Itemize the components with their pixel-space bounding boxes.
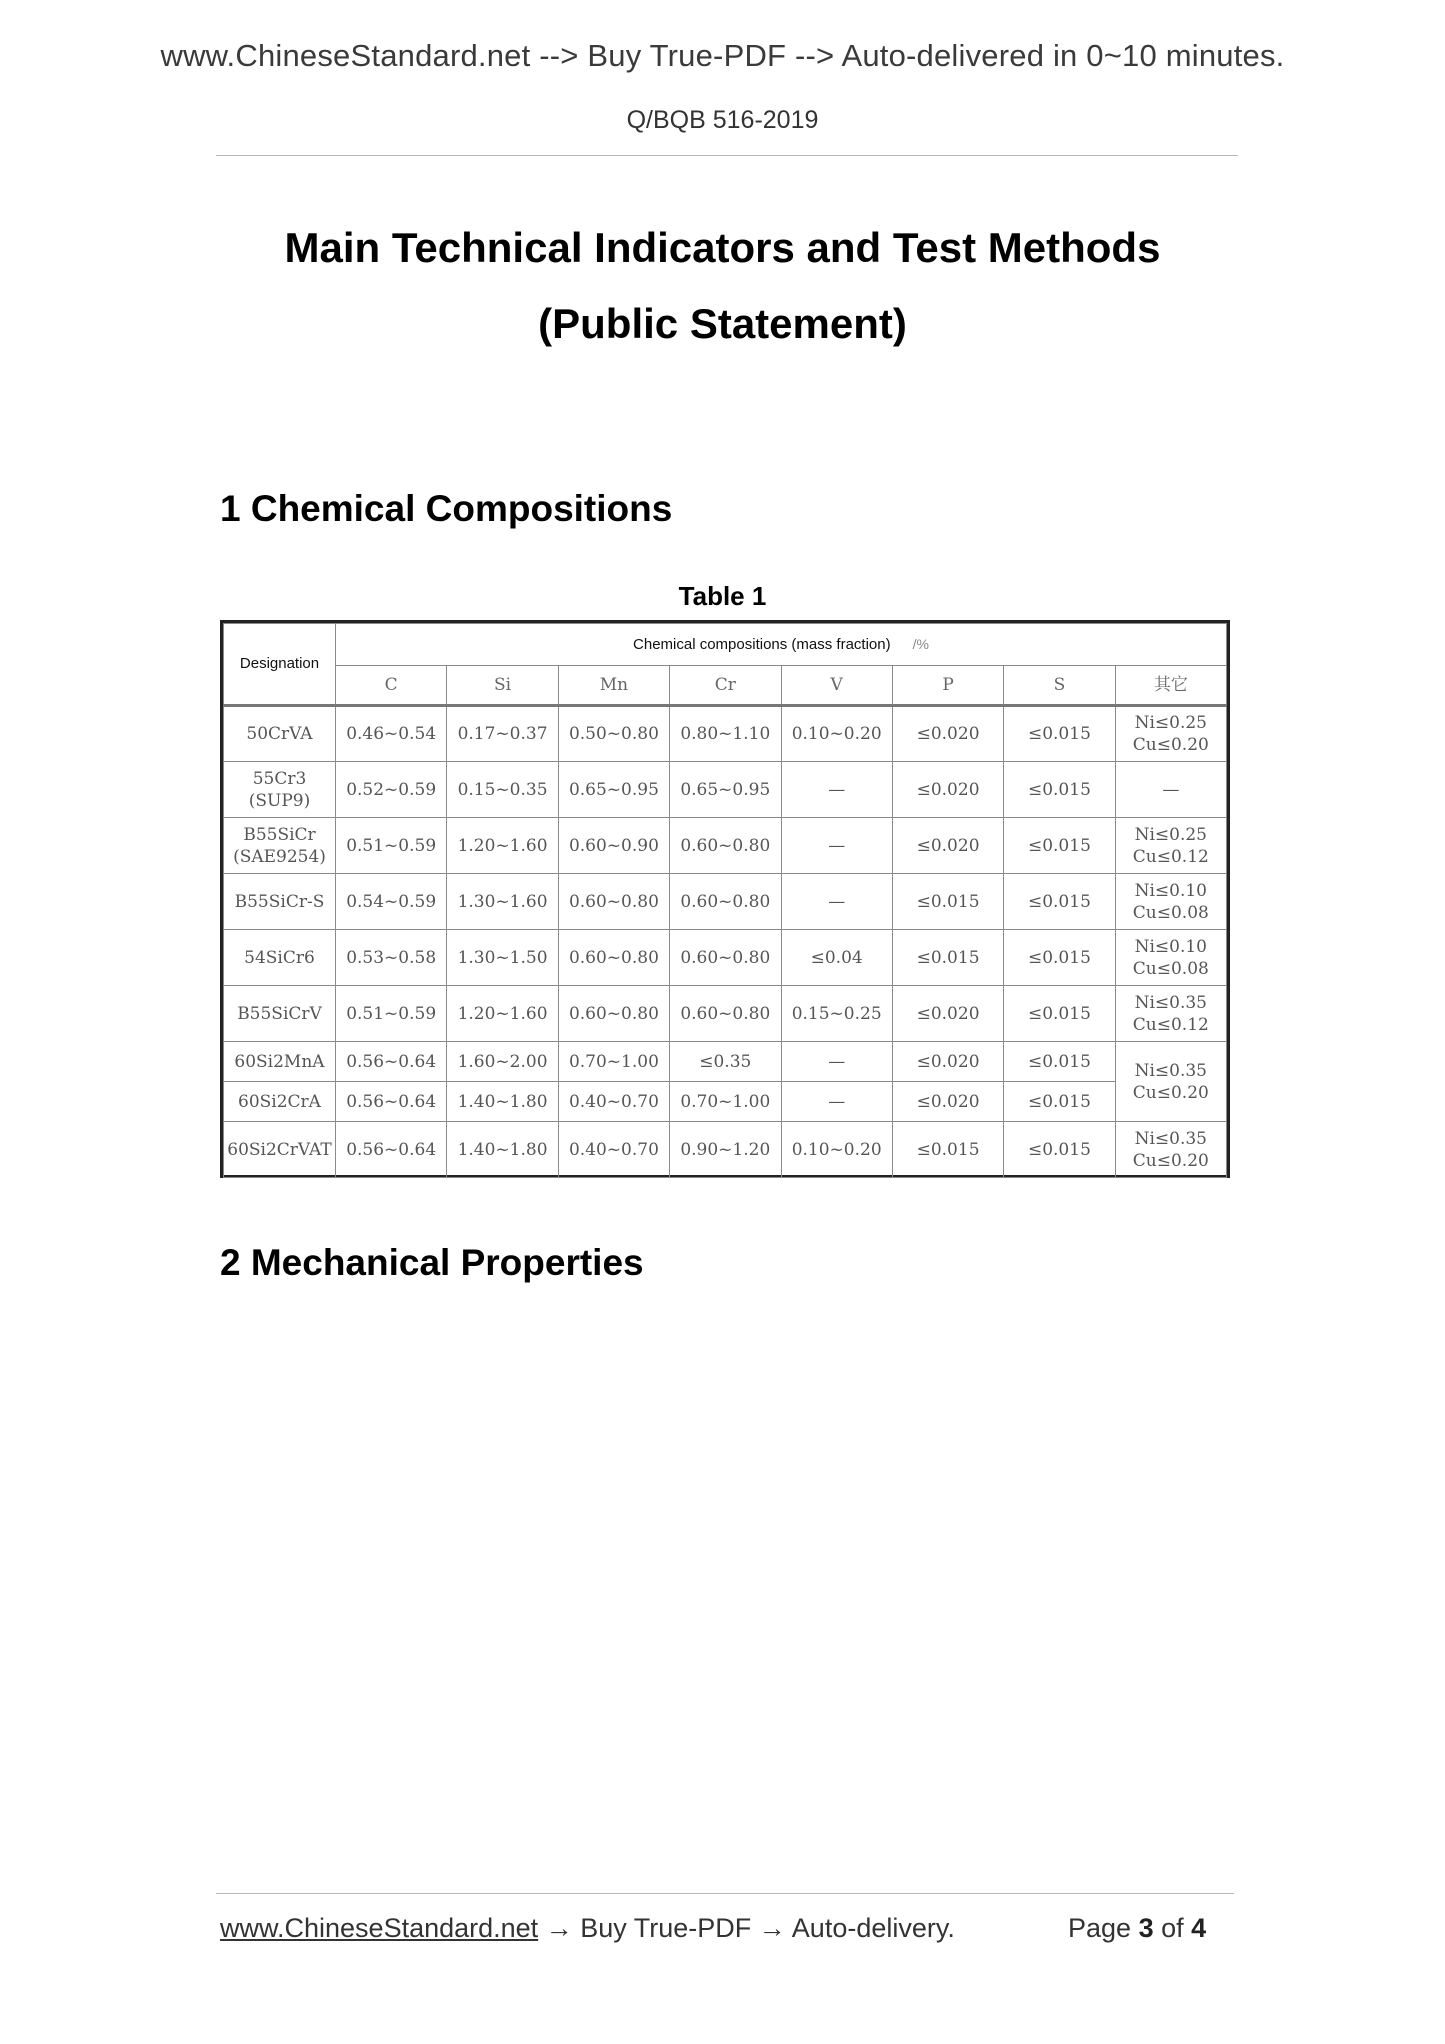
value-cell-c: 0.56~0.64 xyxy=(336,1122,447,1178)
column-header: V xyxy=(781,666,892,706)
other-element-line: Cu≤0.08 xyxy=(1132,958,1209,979)
column-header: 其它 xyxy=(1115,666,1226,706)
value-cell-s: ≤0.015 xyxy=(1004,930,1115,986)
footer-divider xyxy=(216,1893,1234,1894)
value-cell-v: ≤0.04 xyxy=(781,930,892,986)
value-cell-si: 0.17~0.37 xyxy=(447,706,558,762)
title-line-2: (Public Statement) xyxy=(538,300,907,347)
value-cell-s: ≤0.015 xyxy=(1004,762,1115,818)
column-header: P xyxy=(892,666,1003,706)
of-word: of xyxy=(1161,1913,1184,1943)
table-row xyxy=(224,706,1227,762)
value-cell-p: ≤0.015 xyxy=(892,1122,1003,1178)
value-cell-mn: 0.65~0.95 xyxy=(558,762,669,818)
table-caption: Table 1 xyxy=(678,581,767,611)
table-row xyxy=(224,874,1227,930)
value-cell-cr: 0.60~0.80 xyxy=(670,986,781,1042)
footer-site-link[interactable]: www.ChineseStandard.net xyxy=(220,1913,539,1943)
other-element-line: — xyxy=(1162,779,1180,800)
footer-links xyxy=(220,1913,955,1944)
other-elements-cell xyxy=(1115,762,1226,818)
designation-line: B55SiCr-S xyxy=(234,891,325,912)
designation-cell xyxy=(224,986,336,1042)
top-banner: www.ChineseStandard.net --> Buy True-PDF --> Auto-delivered in 0~10 minutes. xyxy=(160,38,1285,73)
value-cell-cr: 0.70~1.00 xyxy=(670,1082,781,1122)
designation-cell xyxy=(224,1082,336,1122)
value-cell-mn: 0.60~0.90 xyxy=(558,818,669,874)
column-header: Mn xyxy=(558,666,669,706)
designation-line: 60Si2CrVAT xyxy=(227,1139,332,1160)
value-cell-mn: 0.40~0.70 xyxy=(558,1122,669,1178)
value-cell-s: ≤0.015 xyxy=(1004,874,1115,930)
title-line-1: Main Technical Indicators and Test Methods xyxy=(284,224,1161,271)
value-cell-si: 1.30~1.50 xyxy=(447,930,558,986)
value-cell-p: ≤0.015 xyxy=(892,930,1003,986)
value-cell-s: ≤0.015 xyxy=(1004,818,1115,874)
designation-line: 55Cr3 xyxy=(252,768,307,789)
footer-delivery-text: Auto-delivery. xyxy=(791,1913,955,1943)
value-cell-mn: 0.70~1.00 xyxy=(558,1042,669,1082)
value-cell-c: 0.56~0.64 xyxy=(336,1082,447,1122)
designation-line: 60Si2MnA xyxy=(234,1051,325,1072)
page-indicator xyxy=(1068,1913,1206,1944)
value-cell-p: ≤0.020 xyxy=(892,1082,1003,1122)
designation-line: 54SiCr6 xyxy=(244,947,315,968)
other-element-line: Ni≤0.10 xyxy=(1134,880,1208,901)
page-number: 3 xyxy=(1138,1913,1154,1943)
value-cell-si: 1.40~1.80 xyxy=(447,1122,558,1178)
value-cell-s: ≤0.015 xyxy=(1004,1042,1115,1082)
value-cell-p: ≤0.020 xyxy=(892,762,1003,818)
value-cell-p: ≤0.015 xyxy=(892,874,1003,930)
page-word: Page xyxy=(1068,1913,1132,1943)
value-cell-s: ≤0.015 xyxy=(1004,706,1115,762)
other-elements-cell xyxy=(1115,1122,1226,1178)
column-header: C xyxy=(336,666,447,706)
unit-label: /% xyxy=(912,636,929,652)
other-element-line: Cu≤0.20 xyxy=(1132,1082,1209,1103)
value-cell-p: ≤0.020 xyxy=(892,706,1003,762)
value-cell-c: 0.51~0.59 xyxy=(336,986,447,1042)
other-elements-cell xyxy=(1115,874,1226,930)
table-row xyxy=(224,986,1227,1042)
other-element-line: Ni≤0.25 xyxy=(1134,824,1208,845)
value-cell-v: 0.10~0.20 xyxy=(781,1122,892,1178)
value-cell-s: ≤0.015 xyxy=(1004,986,1115,1042)
table-row xyxy=(224,1122,1227,1178)
table-row xyxy=(224,1082,1227,1122)
value-cell-mn: 0.60~0.80 xyxy=(558,930,669,986)
section-heading-mechanical: 2 Mechanical Properties xyxy=(220,1242,644,1283)
value-cell-cr: 0.60~0.80 xyxy=(670,874,781,930)
value-cell-s: ≤0.015 xyxy=(1004,1082,1115,1122)
value-cell-c: 0.54~0.59 xyxy=(336,874,447,930)
footer-buy-link[interactable]: Buy True-PDF xyxy=(580,1913,752,1943)
designation-line: B55SiCr xyxy=(243,824,316,845)
designation-cell xyxy=(224,930,336,986)
value-cell-c: 0.46~0.54 xyxy=(336,706,447,762)
footer-arrow-1: → xyxy=(545,1913,573,1943)
value-cell-v: — xyxy=(781,1082,892,1122)
value-cell-v: 0.10~0.20 xyxy=(781,706,892,762)
value-cell-mn: 0.60~0.80 xyxy=(558,874,669,930)
value-cell-si: 1.20~1.60 xyxy=(447,986,558,1042)
other-element-line: Ni≤0.35 xyxy=(1134,992,1208,1013)
composition-group-label: Chemical compositions (mass fraction) xyxy=(633,636,891,653)
value-cell-si: 1.20~1.60 xyxy=(447,818,558,874)
header-divider xyxy=(216,155,1238,156)
section-heading-chemical: 1 Chemical Compositions xyxy=(220,488,673,529)
column-header: Si xyxy=(447,666,558,706)
designation-line: (SAE9254) xyxy=(233,846,326,867)
designation-cell xyxy=(224,1042,336,1082)
value-cell-cr: 0.90~1.20 xyxy=(670,1122,781,1178)
value-cell-p: ≤0.020 xyxy=(892,1042,1003,1082)
page-total: 4 xyxy=(1191,1913,1207,1943)
other-element-line: Cu≤0.20 xyxy=(1132,1150,1209,1171)
designation-header: Designation xyxy=(224,624,336,706)
footer-arrow-2: → xyxy=(758,1913,786,1943)
designation-cell xyxy=(224,706,336,762)
other-element-line: Cu≤0.12 xyxy=(1132,1014,1209,1035)
designation-line: (SUP9) xyxy=(248,790,311,811)
column-header: S xyxy=(1004,666,1115,706)
designation-cell xyxy=(224,818,336,874)
other-elements-cell xyxy=(1115,986,1226,1042)
other-element-line: Cu≤0.08 xyxy=(1132,902,1209,923)
value-cell-c: 0.52~0.59 xyxy=(336,762,447,818)
value-cell-si: 1.40~1.80 xyxy=(447,1082,558,1122)
value-cell-cr: 0.60~0.80 xyxy=(670,818,781,874)
value-cell-p: ≤0.020 xyxy=(892,986,1003,1042)
table-row xyxy=(224,818,1227,874)
chemical-composition-table xyxy=(220,620,1230,1178)
designation-cell xyxy=(224,1122,336,1178)
other-elements-cell xyxy=(1115,706,1226,762)
designation-line: B55SiCrV xyxy=(237,1003,322,1024)
value-cell-cr: 0.60~0.80 xyxy=(670,930,781,986)
value-cell-cr: 0.65~0.95 xyxy=(670,762,781,818)
value-cell-si: 1.60~2.00 xyxy=(447,1042,558,1082)
value-cell-v: — xyxy=(781,874,892,930)
value-cell-cr: 0.80~1.10 xyxy=(670,706,781,762)
value-cell-v: 0.15~0.25 xyxy=(781,986,892,1042)
value-cell-cr: ≤0.35 xyxy=(670,1042,781,1082)
value-cell-mn: 0.40~0.70 xyxy=(558,1082,669,1122)
other-element-line: Ni≤0.35 xyxy=(1134,1128,1208,1149)
designation-cell xyxy=(224,762,336,818)
composition-group-header xyxy=(336,624,1227,666)
other-elements-cell xyxy=(1115,818,1226,874)
document-code: Q/BQB 516-2019 xyxy=(626,106,819,134)
value-cell-si: 1.30~1.60 xyxy=(447,874,558,930)
value-cell-v: — xyxy=(781,762,892,818)
value-cell-p: ≤0.020 xyxy=(892,818,1003,874)
designation-cell xyxy=(224,874,336,930)
other-elements-cell xyxy=(1115,930,1226,986)
other-element-line: Ni≤0.35 xyxy=(1134,1060,1208,1081)
page-title xyxy=(0,210,1445,362)
designation-line: 60Si2CrA xyxy=(238,1091,321,1112)
value-cell-mn: 0.50~0.80 xyxy=(558,706,669,762)
other-element-line: Ni≤0.10 xyxy=(1134,936,1208,957)
other-element-line: Cu≤0.20 xyxy=(1132,735,1209,755)
value-cell-mn: 0.60~0.80 xyxy=(558,986,669,1042)
table-row xyxy=(224,930,1227,986)
value-cell-c: 0.56~0.64 xyxy=(336,1042,447,1082)
value-cell-v: — xyxy=(781,1042,892,1082)
other-element-line: Ni≤0.25 xyxy=(1134,713,1208,733)
value-cell-si: 0.15~0.35 xyxy=(447,762,558,818)
table-row xyxy=(224,762,1227,818)
value-cell-c: 0.53~0.58 xyxy=(336,930,447,986)
other-elements-cell xyxy=(1115,1042,1226,1122)
other-element-line: Cu≤0.12 xyxy=(1132,846,1209,867)
value-cell-c: 0.51~0.59 xyxy=(336,818,447,874)
value-cell-v: — xyxy=(781,818,892,874)
value-cell-s: ≤0.015 xyxy=(1004,1122,1115,1178)
designation-line: 50CrVA xyxy=(246,724,313,744)
table-row xyxy=(224,1042,1227,1082)
column-header: Cr xyxy=(670,666,781,706)
